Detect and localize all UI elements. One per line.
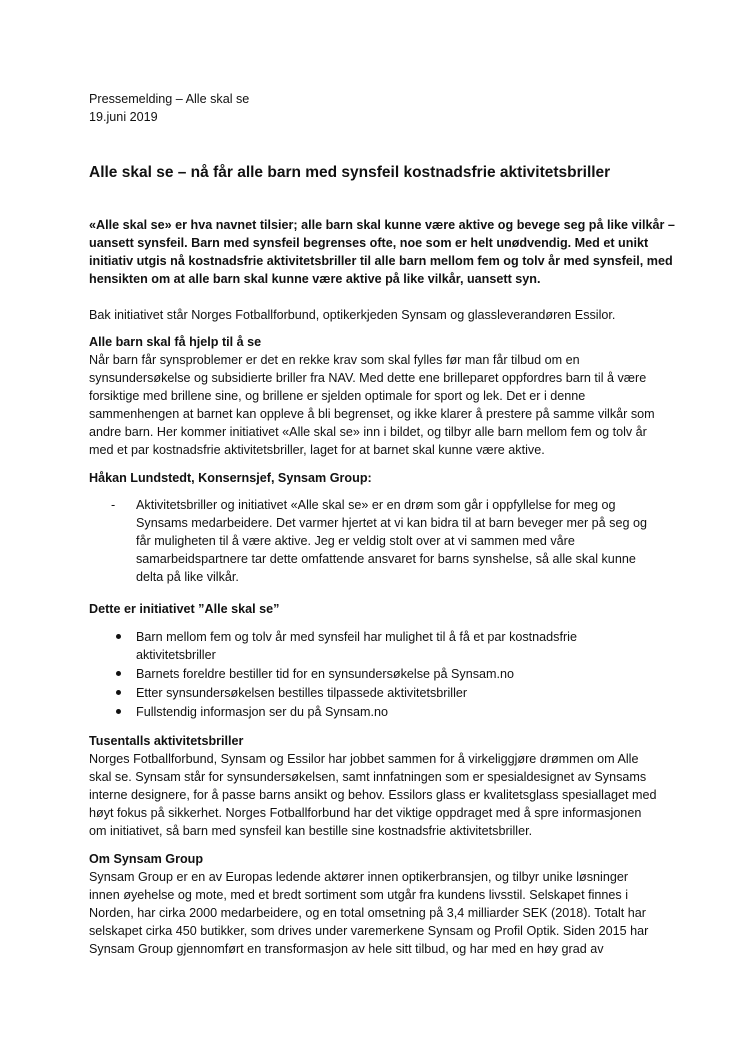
bullet-icon — [116, 634, 121, 639]
page-title: Alle skal se – nå får alle barn med synsfeil kostnadsfrie aktivitetsbriller — [89, 164, 611, 181]
quote-line: samarbeidspartnere tar dette omfattende ansvaret for barns synshelse, så alle skal kunne — [136, 552, 636, 566]
section-children-help — [89, 333, 655, 459]
body-line: skal se. Synsam står for synsundersøkelsen, samt innfatningen som er spesialdesignet av Synsams — [89, 770, 647, 784]
body-line: forsiktige med brillene sine, og brillene er sjelden optimale for sport og lek. Det er i denne — [89, 389, 586, 403]
body-line: selskapet cirka 450 butikker, som drives under varemerkene Synsam og Profil Optik. Siden 2015 har — [89, 924, 649, 938]
body-line: med et par kostnadsfrie aktivitetsbriller, laget for at barnet skal kunne være aktive. — [89, 443, 545, 457]
body-line: Synsam Group gjennomført en transformasjon av hele sitt tilbud, og har med en høy grad av — [89, 942, 604, 956]
section-heading: Alle barn skal få hjelp til å se — [89, 335, 262, 349]
body-line: Når barn får synsproblemer er det en rekke krav som skal fylles før man får tilbud om en — [89, 353, 580, 367]
press-release-label: Pressemelding – Alle skal se — [89, 92, 250, 106]
intro-line: uansett synsfeil. Barn med synsfeil begrenses ofte, noe som er helt unødvendig. Med et unikt — [89, 236, 649, 250]
list-item-text: Barnets foreldre bestiller tid for en synsundersøkelse på Synsam.no — [136, 667, 514, 681]
section-about-synsam — [89, 850, 648, 958]
body-line: interne designere, for å passe barns ansikt og behov. Essilors glass er kvalitetsglass spesiallaget med — [89, 788, 657, 802]
quote-line: Aktivitetsbriller og initiativet «Alle skal se» er en drøm som går i oppfyllelse for meg og — [136, 498, 616, 512]
list-item-text: Barn mellom fem og tolv år med synsfeil har mulighet til å få et par kostnadsfrie — [136, 630, 577, 644]
intro-paragraph — [89, 216, 675, 288]
body-line: Norden, har cirka 2000 medarbeidere, og en total omsetning på 3,4 milliarder SEK (2018). Totalt har — [89, 906, 647, 920]
body-line: innen øyehelse og mote, med et bredt sortiment som utgår fra kundens livsstil. Selskapet finnes i — [89, 888, 628, 902]
quote-line: Synsams medarbeidere. Det varmer hjertet at vi kan bidra til at barn beveger mer på seg og — [136, 516, 647, 530]
dash-marker: - — [111, 498, 116, 512]
quote-line: delta på like vilkår. — [136, 570, 239, 584]
bullet-icon — [116, 709, 121, 714]
body-line: om initiativet, så barn med synsfeil kan bestille sine kostnadsfrie aktivitetsbriller. — [89, 824, 533, 838]
list-item-text: aktivitetsbriller — [136, 648, 216, 662]
backers-paragraph: Bak initiativet står Norges Fotballforbund, optikerkjeden Synsam og glassleverandøren Essilor. — [89, 308, 616, 322]
body-line: sammenhengen at barnet kan oppleve å bli begrenset, og ikke klarer å prestere på samme vilkår som — [89, 407, 655, 421]
press-release-date: 19.juni 2019 — [89, 110, 158, 124]
quote-line: får muligheten til å være aktive. Jeg er veldig stolt over at vi sammen med våre — [136, 534, 575, 548]
bullet-icon — [116, 690, 121, 695]
bullet-icon — [116, 671, 121, 676]
body-line: synsundersøkelse og subsidierte briller fra NAV. Med dette ene brilleparet oppfordres barn til å være — [89, 371, 647, 385]
body-line: Norges Fotballforbund, Synsam og Essilor har jobbet sammen for å virkeliggjøre drømmen om Alle — [89, 752, 639, 766]
body-line: høyt fokus på sikkerhet. Norges Fotballforbund har det viktige oppdraget med å spre informasjonen — [89, 806, 642, 820]
list-item-text: Etter synsundersøkelsen bestilles tilpassede aktivitetsbriller — [136, 686, 468, 700]
quote-text — [136, 496, 647, 586]
quote-speaker: Håkan Lundstedt, Konsernsjef, Synsam Group: — [89, 471, 372, 485]
section-heading: Dette er initiativet ”Alle skal se” — [89, 602, 280, 616]
body-line: andre barn. Her kommer initiativet «Alle skal se» inn i bildet, og tilbyr alle barn mellom fem og tolv år — [89, 425, 647, 439]
section-heading: Tusentalls aktivitetsbriller — [89, 734, 244, 748]
section-eyewear — [89, 732, 656, 840]
intro-line: initiativ utgis nå kostnadsfrie aktivitetsbriller til alle barn mellom fem og tolv år med synsfeil, med — [89, 254, 673, 268]
intro-line: hensikten om at alle barn skal kunne være aktive på like vilkår, uansett syn. — [89, 272, 541, 286]
intro-line: «Alle skal se» er hva navnet tilsier; alle barn skal kunne være aktive og bevege seg på like vilkår – — [89, 218, 675, 232]
section-heading: Om Synsam Group — [89, 852, 204, 866]
body-line: Synsam Group er en av Europas ledende aktører innen optikerbransjen, og tilbyr unike løsninger — [89, 870, 629, 884]
list-item-text: Fullstendig informasjon ser du på Synsam.no — [136, 705, 389, 719]
